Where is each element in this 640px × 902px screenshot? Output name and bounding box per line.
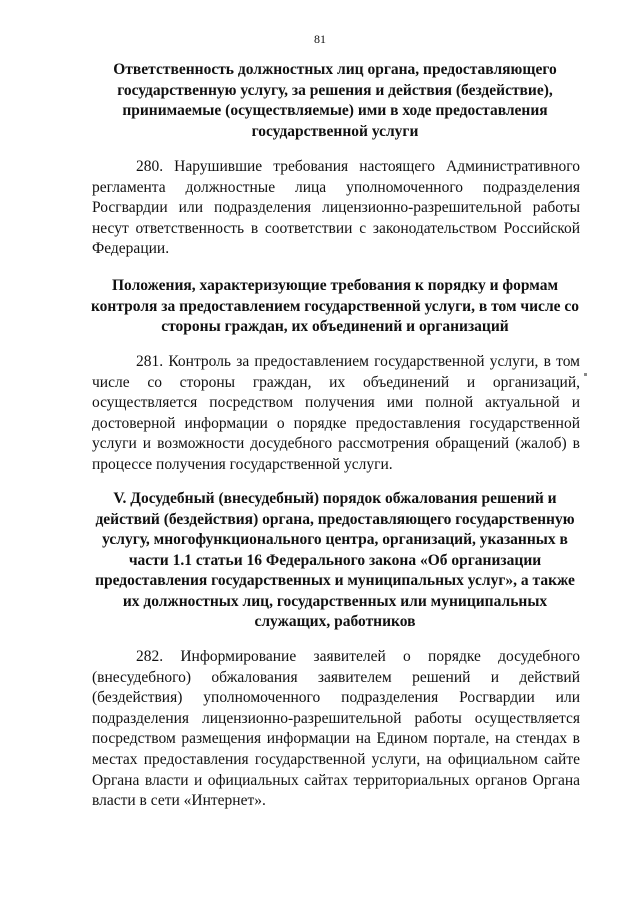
paragraph-280: 280. Нарушившие требования настоящего Административного регламента должностные лица уполномоченного подразделения Росгвардии или подразделения лицензионно-разрешительной работы несут ответственность в соответствии с законодательством Российской Федерации.	[92, 158, 580, 258]
section-heading-control: Положения, характеризующие требования к порядку и формам контроля за предоставлением государственной услуги, в том числе со стороны граждан, их объединений и организаций	[90, 277, 580, 335]
section-heading-appeal: V. Досудебный (внесудебный) порядок обжалования решений и действий (бездействия) органа, предоставляющего государственную услугу, многофункционального центра, организаций, указанных в части 1.1 статьи 16 Федерального закона «Об организации предоставления государственных и муниципальных услуг», а также их должностных лиц, государственных или муниципальных служащих, работников	[95, 490, 575, 630]
section-heading-responsibility: Ответственность должностных лиц органа, предоставляющего государственную услугу, за решения и действия (бездействие), принимаемые (осуществляемые) ими в ходе предоставления государственной услуги	[113, 61, 557, 140]
page-number: 81	[314, 32, 326, 46]
scan-artifact	[584, 373, 587, 376]
paragraph-282: 282. Информирование заявителей о порядке досудебного (внесудебного) обжалования заявителем решений и действий (бездействия) уполномоченного подразделения Росгвардии или подразделения лицензионно-разрешительной работы осуществляется посредством размещения информации на Едином портале, на стендах в местах предоставления государственной услуги, на официальном сайте Органа власти и официальных сайтах территориальных органов Органа власти в сети «Интернет».	[92, 648, 580, 810]
paragraph-281: 281. Контроль за предоставлением государственной услуги, в том числе со стороны граждан, их объединений и организаций, осуществляется посредством получения ими полной актуальной и достоверной информации о порядке предоставления государственной услуги и возможности досудебного рассмотрения обращений (жалоб) в процессе получения государственной услуги.	[92, 353, 580, 473]
